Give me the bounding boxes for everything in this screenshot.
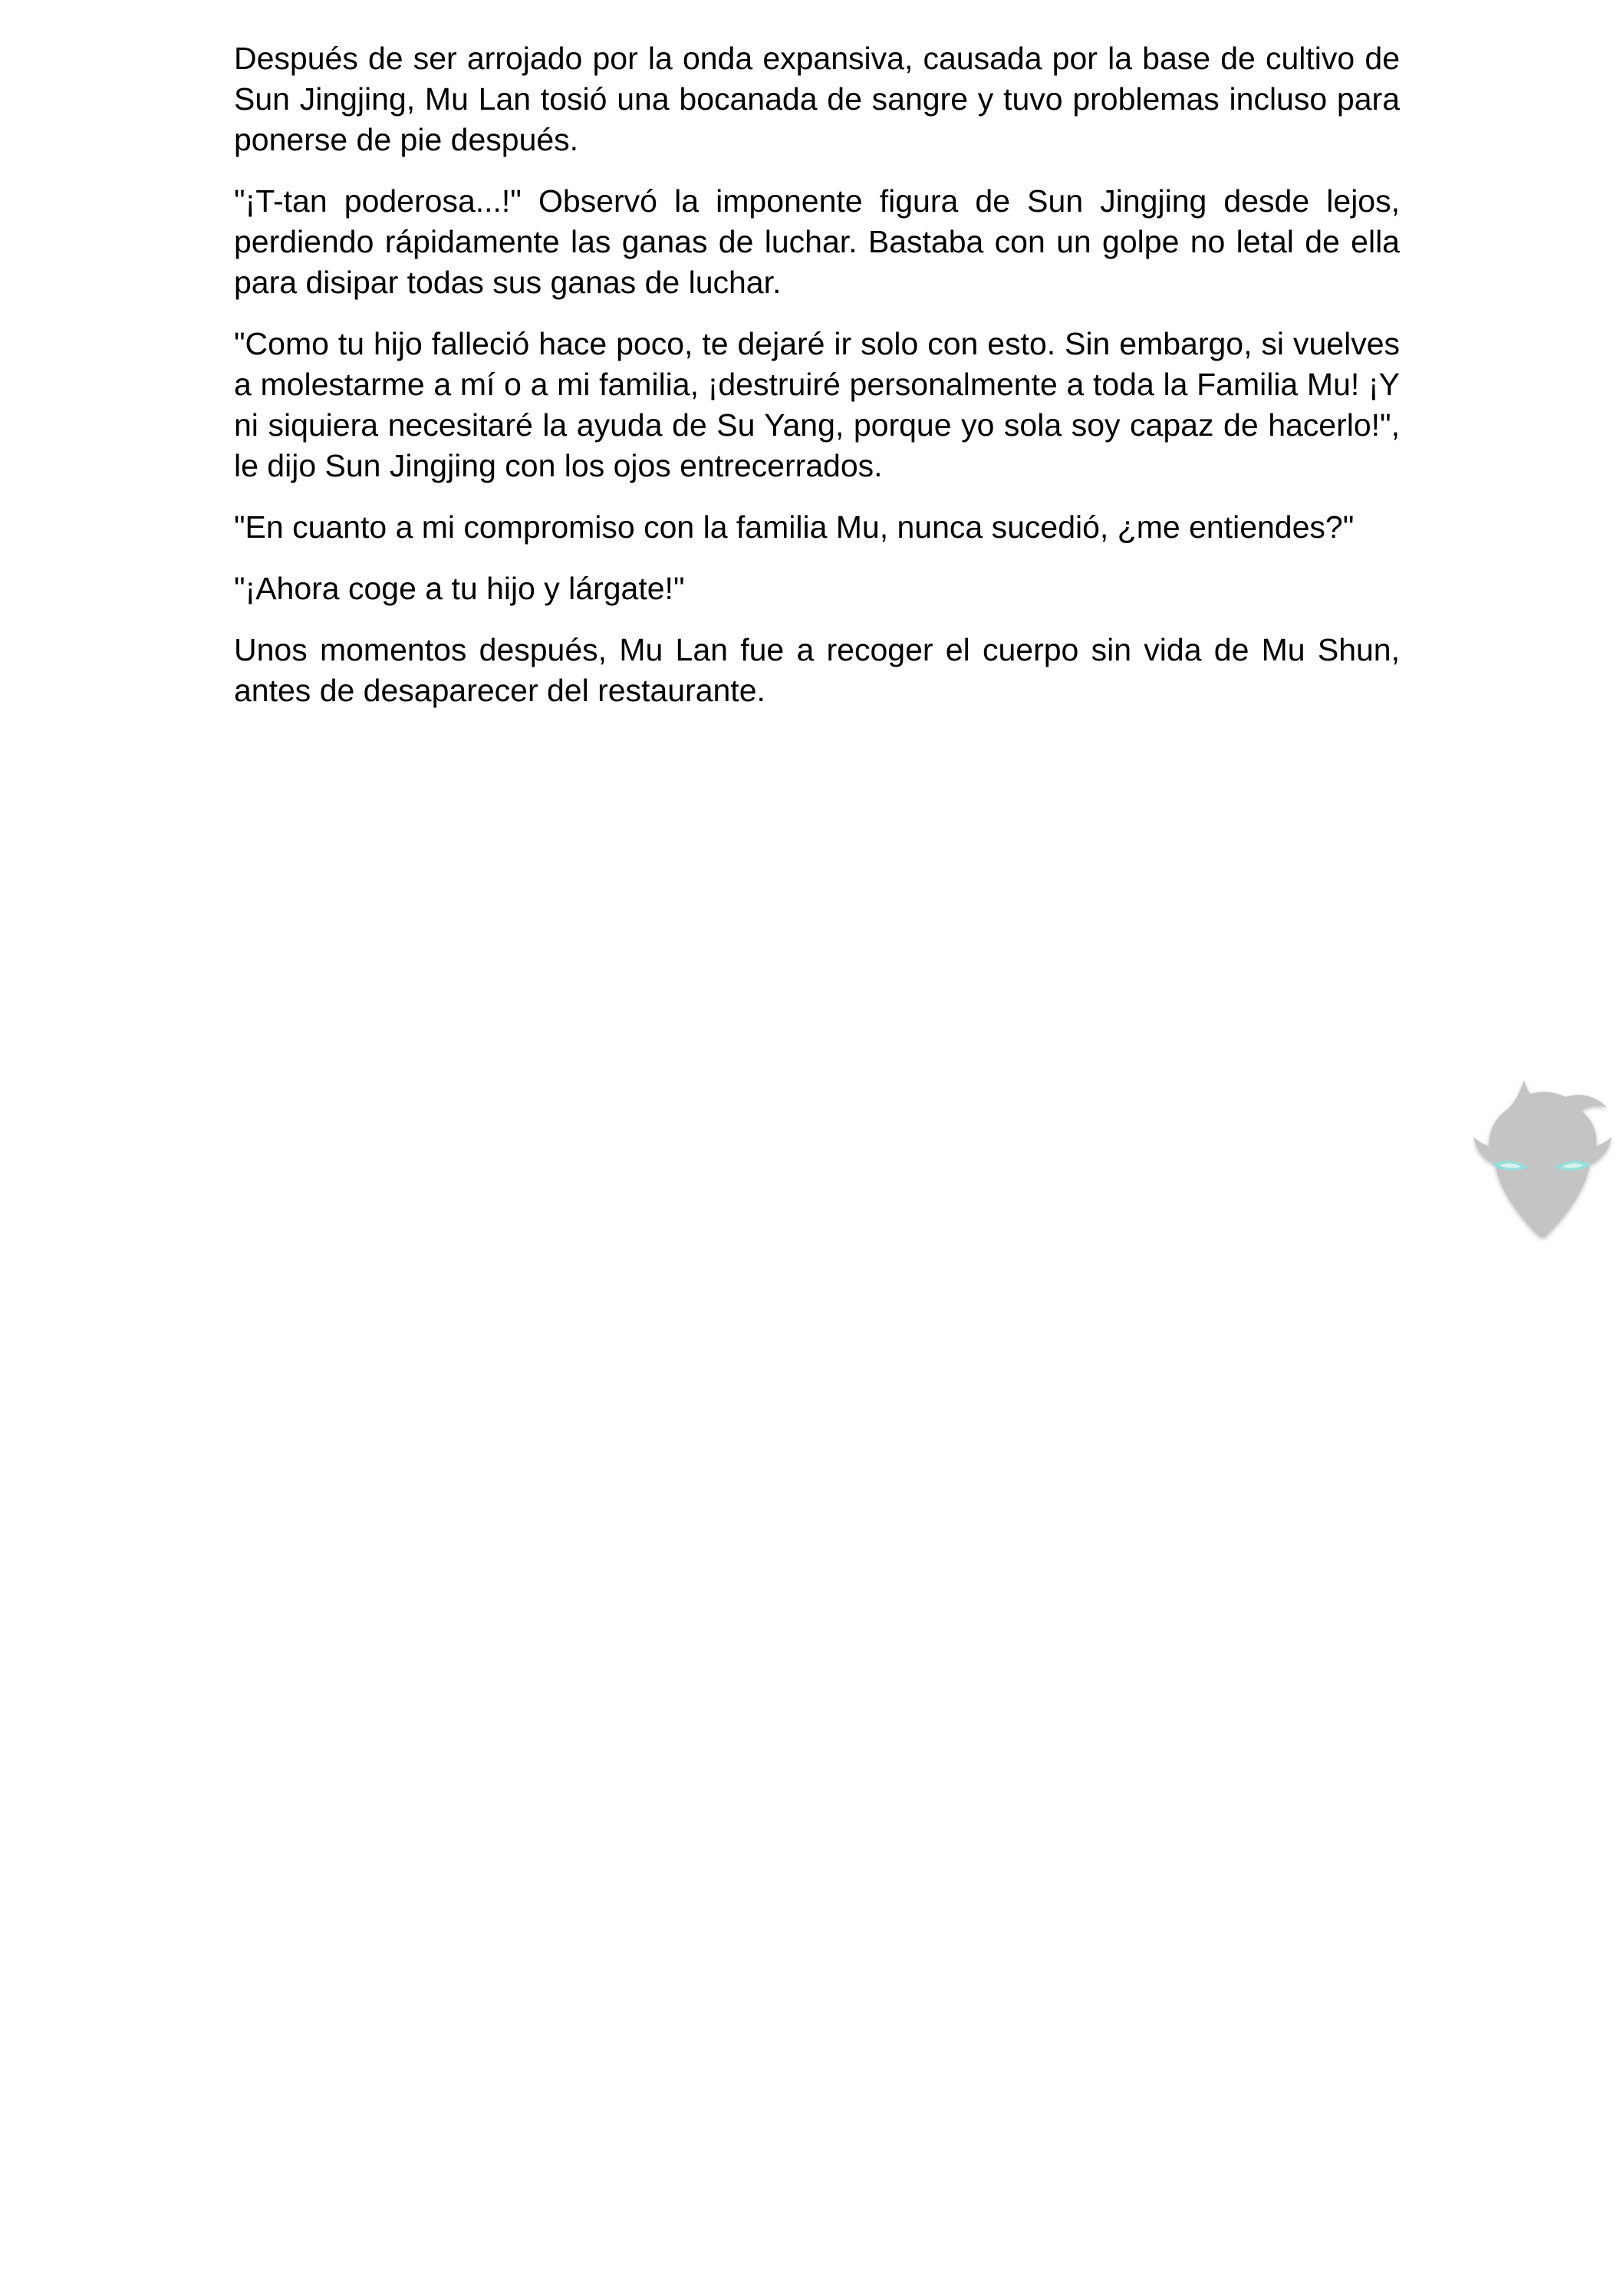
paragraph-3: "Como tu hijo falleció hace poco, te dejaré ir solo con esto. Sin embargo, si vuelves a molestarme a mí o a mi familia, ¡destruiré personalmente a toda la Familia Mu! ¡Y ni siquiera necesitaré la ayuda de Su Yang, porque yo sola soy capaz de hacerlo!", le dijo Sun Jingjing con los ojos entrecerrados.: [234, 326, 1400, 483]
paragraph-5: "¡Ahora coge a tu hijo y lárgate!": [234, 571, 685, 606]
demon-head-icon: [1469, 1074, 1615, 1244]
paragraph-6: Unos momentos después, Mu Lan fue a recoger el cuerpo sin vida de Mu Shun, antes de desaparecer del restaurante.: [234, 632, 1400, 708]
paragraph-4: "En cuanto a mi compromiso con la familia Mu, nunca sucedió, ¿me entiendes?": [234, 509, 1355, 545]
document-body: [234, 38, 1400, 732]
paragraph-2: "¡T-tan poderosa...!" Observó la imponente figura de Sun Jingjing desde lejos, perdiendo rápidamente las ganas de luchar. Bastaba con un golpe no letal de ella para disipar todas sus ganas de luchar.: [234, 183, 1400, 300]
paragraph-1: Después de ser arrojado por la onda expansiva, causada por la base de cultivo de Sun Jingjing, Mu Lan tosió una bocanada de sangre y tuvo problemas incluso para ponerse de pie después.: [234, 41, 1400, 157]
